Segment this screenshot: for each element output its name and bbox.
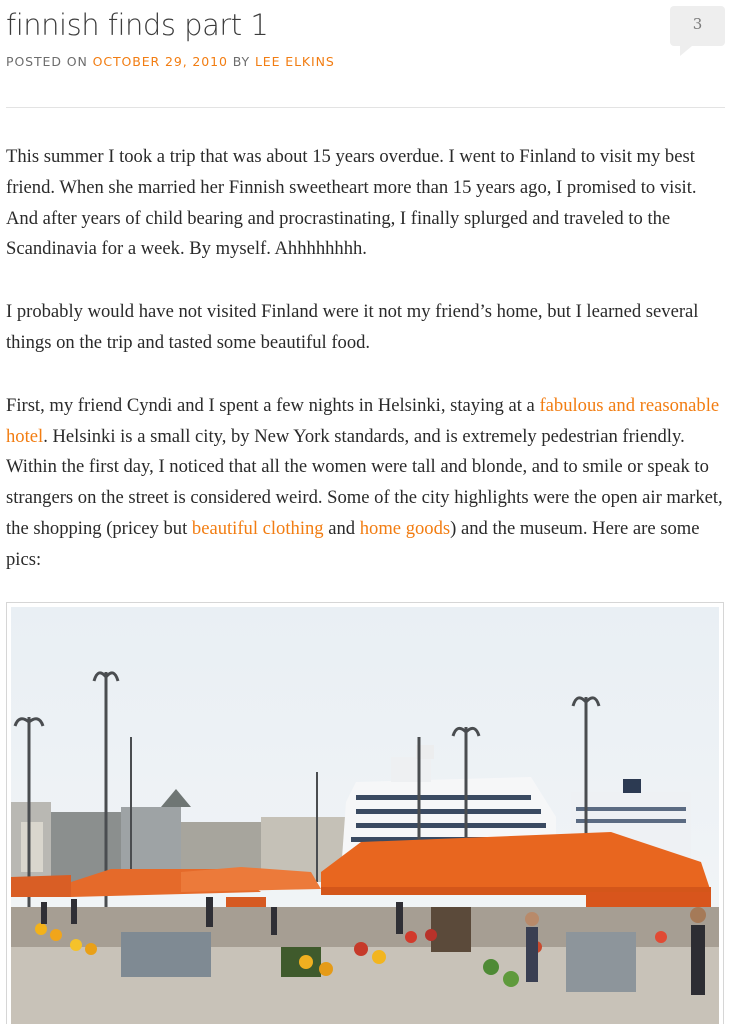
market-photo-frame[interactable]	[6, 602, 724, 1024]
by-label: BY	[232, 54, 251, 69]
paragraph-1: This summer I took a trip that was about 15 years overdue. I went to Finland to visit my best friend. When she married her Finnish sweetheart more than 15 years ago, I promised to visit. And after years of child bearing and procrastinating, I finally splurged and traveled to the Scandinavia for a week. By myself. Ahhhhhhhh.	[6, 146, 697, 260]
clothing-link[interactable]: beautiful clothing	[191, 517, 324, 539]
helsinki-market-photo[interactable]	[11, 607, 719, 1024]
post-content	[6, 142, 724, 608]
author-link[interactable]: LEE ELKINS	[254, 54, 335, 69]
posted-on-label: POSTED ON	[6, 54, 88, 69]
paragraph-3-text-2: . Helsinki is a small city, by New York standards, and is extremely pedestrian friendly. Within the first day, I noticed that all the women were tall and blonde, and to smile or speak to strangers on the street is considered weird. Some of the city highlights were the open air market, the shopping (pricey but	[6, 425, 723, 539]
post-date-link[interactable]: OCTOBER 29, 2010	[92, 54, 228, 69]
post-title: finnish finds part 1	[6, 8, 269, 42]
home-goods-link[interactable]: home goods	[359, 517, 451, 539]
paragraph-3-text-1: First, my friend Cyndi and I spent a few nights in Helsinki, staying at a	[6, 394, 540, 416]
paragraph-3	[6, 391, 724, 576]
hotel-link[interactable]: fabulous and reasonable hotel	[6, 394, 720, 447]
paragraph-3-text-3: and	[323, 517, 360, 539]
paragraph-2: I probably would have not visited Finland were it not my friend’s home, but I learned several things on the trip and tasted some beautiful food.	[6, 301, 699, 353]
post-meta	[6, 54, 335, 69]
comments-count[interactable]: 3	[692, 15, 703, 33]
comments-bubble[interactable]	[670, 6, 725, 46]
header-divider	[6, 107, 725, 108]
paragraph-3-text-4: ) and the museum. Here are some pics:	[6, 517, 700, 570]
